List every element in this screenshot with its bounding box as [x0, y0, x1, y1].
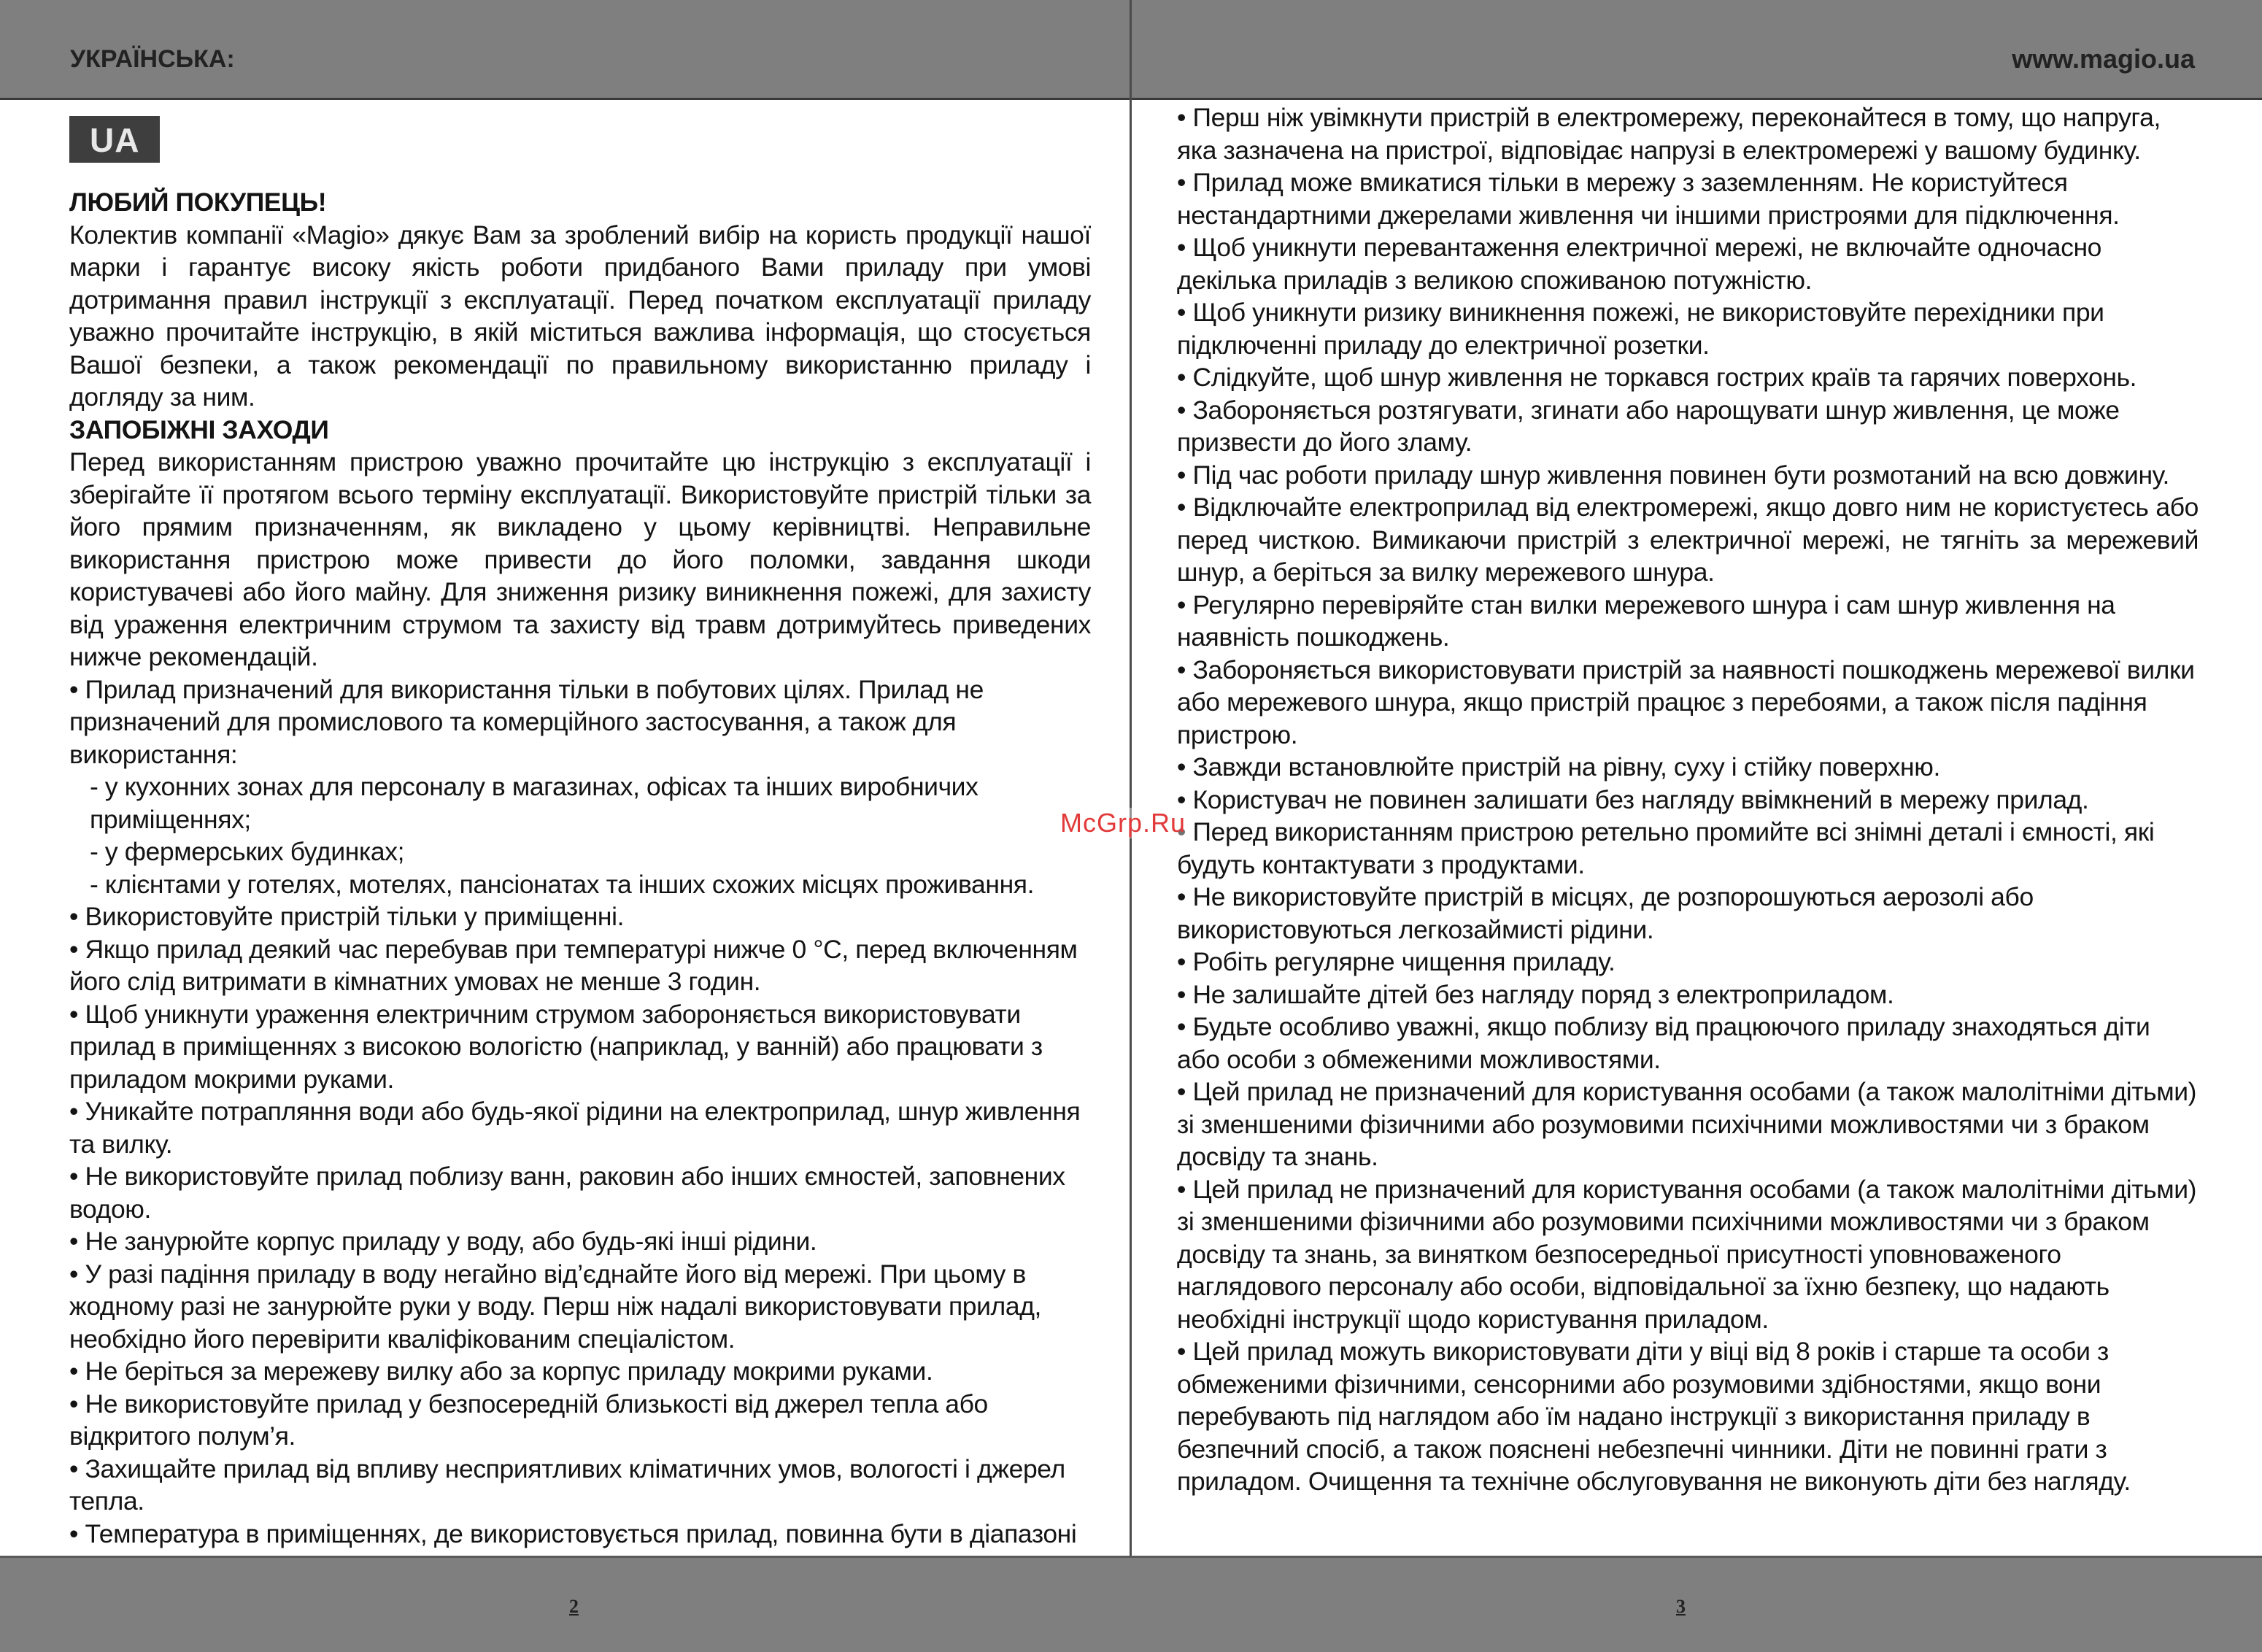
greeting-title: ЛЮБИЙ ПОКУПЕЦЬ! [69, 188, 327, 217]
bullet-item: • Щоб уникнути ураження електричним струмом забороняється використовувати прилад в приміщеннях з високою вологістю (наприклад, у ванній) або працювати з приладом мокрими руками. [69, 999, 1043, 1094]
language-badge: UA [69, 116, 160, 163]
bullet-item: • Не занурюйте корпус приладу у воду, або будь-які інші рідини. [69, 1227, 817, 1256]
language-label: УКРАЇНСЬКА: [70, 45, 235, 73]
bullet-item: • Температура в приміщеннях, де використовується прилад, повинна бути в діапазоні [69, 1518, 1077, 1548]
bullet-item: • Завжди встановлюйте пристрій на рівну, суху і стійку поверхню. [1177, 752, 1940, 781]
bullet-item: • Уникайте потрапляння води або будь-якої рідини на електроприлад, шнур живлення та вилку. [69, 1097, 1081, 1159]
right-page [1177, 100, 2199, 1552]
bullet-item: • Забороняється розтягувати, згинати або нарощувати шнур живлення, це може призвести до його зламу. [1177, 395, 2120, 457]
bullet-item: • Регулярно перевіряйте стан вилки мережевого шнура і сам шнур живлення на наявність пошкоджень. [1177, 590, 2115, 652]
bullet-item: • Якщо прилад деякий час перебував при температурі нижче 0 °С, перед включенням його слід витримати в кімнатних умовах не менше 3 годин. [69, 934, 1078, 996]
bullet-item: • Не залишайте дітей без нагляду поряд з електроприладом. [1177, 979, 1894, 1009]
bullet-item: • Не беріться за мережеву вилку або за корпус приладу мокрими руками. [69, 1356, 933, 1386]
sub-item: - клієнтами у готелях, мотелях, пансіонатах та інших схожих місцях проживання. [90, 869, 1035, 899]
bullet-item: • Не використовуйте пристрій в місцях, де розпорошуються аерозолі або використовуються легкозаймисті рідини. [1177, 882, 2034, 944]
bullet-item: • Прилад може вмикатися тільки в мережу з заземленням. Не користуйтеся нестандартними джерелами живлення чи іншими пристроями для підключення. [1177, 168, 2120, 230]
bullet-item: • Під час роботи приладу шнур живлення повинен бути розмотаний на всю довжину. [1177, 460, 2169, 490]
page-number-right: 3 [1676, 1596, 1686, 1617]
safety-intro: Перед використанням пристрою уважно прочитайте цю інструкцію з експлуатації і зберігайте її протягом всього терміну експлуатації. Використовуйте пристрій тільки за його прямим призначенням, як викладено у цьому керівництві. Неправильне використання пристрою може привести до його поломки, завдання шкоди користувачеві або його майну. Для зниження ризику виникнення пожежі, для захисту від ураження електричним струмом та захисту від травм дотримуйтесь приведених нижче рекомендацій. [69, 447, 1091, 671]
safety-title: ЗАПОБІЖНІ ЗАХОДИ [69, 414, 329, 444]
bullet-item: • Забороняється використовувати пристрій за наявності пошкоджень мережевої вилки або мережевого шнура, якщо пристрій працює з перебоями, а також після падіння пристрою. [1177, 655, 2195, 749]
watermark: McGrp.Ru [1060, 808, 1186, 838]
sub-item: - у фермерських будинках; [90, 837, 405, 866]
bullet-item: • Щоб уникнути ризику виникнення пожежі, не використовуйте перехідники при підключенні приладу до електричної розетки. [1177, 298, 2104, 360]
bullet-item: • Перш ніж увімкнути пристрій в електромережу, переконайтеся в тому, що напруга, яка зазначена на пристрої, відповідає напрузі в електромережі у вашому будинку. [1177, 103, 2161, 165]
bullet-item: • Цей прилад можуть використовувати діти у віці від 8 років і старше та особи з обмеженими фізичними, сенсорними або розумовими здібностями, якщо вони перебувають під наглядом або їм надано інструкції з використання приладу в безпечний спосіб, а також пояснені небезпечні чинники. Діти не повинні грати з приладом. Очищення та технічне обслуговування не виконують діти без нагляду. [1177, 1337, 2131, 1496]
bullet-item: • Не використовуйте прилад поблизу ванн, раковин або інших ємностей, заповнених водою. [69, 1162, 1065, 1224]
bullet-item: • Цей прилад не призначений для користування особами (а також малолітніми дітьми) зі зменшеними фізичними або розумовими психічними можливостями чи з браком досвіду та знань, за винятком безпосередньої присутності уповноваженого наглядового персоналу або особи, відповідальної за їхню безпеку, що надають необхідні інструкції щодо користування приладом. [1177, 1174, 2197, 1334]
bullet-item: • Щоб уникнути перевантаження електричної мережі, не включайте одночасно декілька приладів з великою споживаною потужністю. [1177, 233, 2102, 295]
bullet-item: • У разі падіння приладу в воду негайно від’єднайте його від мережі. При цьому в жодному разі не занурюйте руки у воду. Перш ніж надалі використовувати прилад, необхідно його перевірити кваліфікованим спеціалістом. [69, 1259, 1041, 1354]
bullet-item: • Використовуйте пристрій тільки у приміщенні. [69, 902, 625, 931]
bullet-item: • Користувач не повинен залишати без нагляду ввімкнений в мережу прилад. [1177, 784, 2089, 814]
bullet-household: • Прилад призначений для використання тільки в побутових цілях. Прилад не призначений для промислового та комерційного застосування, а також для використання: [69, 674, 984, 769]
page-number-left: 2 [569, 1596, 579, 1617]
bullet-item: • Перед використанням пристрою ретельно промийте всі знімні деталі і ємності, які будуть контактувати з продуктами. [1177, 817, 2155, 879]
website-link[interactable]: www.magio.ua [2012, 44, 2195, 74]
footer-bar [0, 1556, 2262, 1652]
bullet-item: • Захищайте прилад від впливу несприятливих кліматичних умов, вологості і джерел тепла. [69, 1454, 1065, 1516]
greeting-text: Колектив компанії «Magio» дякує Вам за зроблений вибір на користь продукції нашої марки і гарантує високу якість роботи придбаного Вами приладу при умові дотримання правил інструкції з експлуатації. Перед початком експлуатації приладу уважно прочитайте інструкцію, в якій міститься важлива інформація, що стосується Вашої безпеки, а також рекомендації по правильному використанню приладу і догляду за ним. [69, 220, 1091, 412]
bullet-item: • Робіть регулярне чищення приладу. [1177, 947, 1616, 976]
bullet-item: • Цей прилад не призначений для користування особами (а також малолітніми дітьми) зі зменшеними фізичними або розумовими психічними можливостями чи з браком досвіду та знань. [1177, 1077, 2197, 1171]
left-page [69, 100, 1091, 1552]
bullet-item: • Не використовуйте прилад у безпосередній близькості від джерел тепла або відкритого полум’я. [69, 1389, 988, 1451]
bullet-item: • Відключайте електроприлад від електромережі, якщо довго ним не користуєтесь або перед чисткою. Вимикаючи пристрій з електричної мережі, не тягніть за мережевий шнур, а беріться за вилку мережевого шнура. [1177, 493, 2199, 587]
bullet-item: • Будьте особливо уважні, якщо поблизу від працюючого приладу знаходяться діти або особи з обмеженими можливостями. [1177, 1012, 2150, 1074]
sub-item: - у кухонних зонах для персоналу в магазинах, офісах та інших виробничих приміщеннях; [90, 772, 978, 834]
bullet-item: • Слідкуйте, щоб шнур живлення не торкався гострих країв та гарячих поверхонь. [1177, 363, 2137, 392]
